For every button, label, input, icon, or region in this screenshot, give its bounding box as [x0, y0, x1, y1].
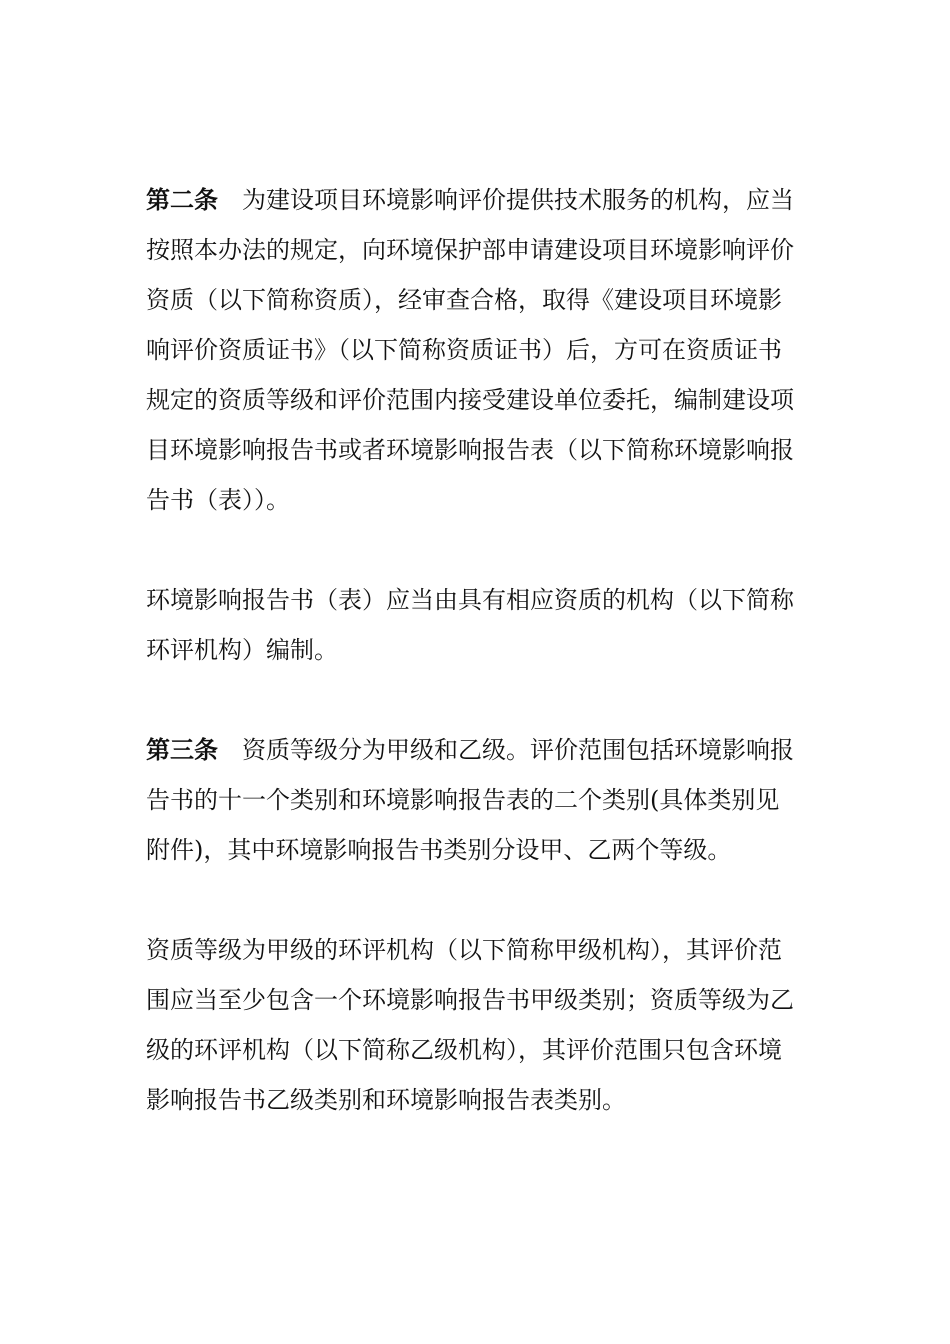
- paragraph-line: 按照本办法的规定，向环境保护部申请建设项目环境影响评价: [146, 236, 794, 264]
- paragraph-line: 环境影响报告书（表）应当由具有相应资质的机构（以下简称: [146, 586, 794, 614]
- article-3-sub-paragraph: [146, 925, 812, 1125]
- article-3-paragraph: [146, 725, 812, 875]
- paragraph-line: 规定的资质等级和评价范围内接受建设单位委托，编制建设项: [146, 386, 794, 414]
- paragraph-line: 影响报告书乙级类别和环境影响报告表类别。: [146, 1086, 626, 1114]
- paragraph-line: 级的环评机构（以下简称乙级机构），其评价范围只包含环境: [146, 1036, 782, 1064]
- article-label: 第二条: [146, 186, 218, 214]
- paragraph-line: 附件)，其中环境影响报告书类别分设甲、乙两个等级。: [146, 836, 732, 864]
- paragraph-line: 响评价资质证书》（以下简称资质证书）后，方可在资质证书: [146, 336, 782, 364]
- paragraph-line: 环评机构）编制。: [146, 636, 338, 664]
- paragraph-line: 围应当至少包含一个环境影响报告书甲级类别；资质等级为乙: [146, 986, 794, 1014]
- paragraph-line: 第三条 资质等级分为甲级和乙级。评价范围包括环境影响报: [146, 736, 794, 764]
- paragraph-line: 告书的十一个类别和环境影响报告表的二个类别(具体类别见: [146, 786, 780, 814]
- paragraph-line: 告书（表））。: [146, 486, 290, 514]
- paragraph-line: 资质等级为甲级的环评机构（以下简称甲级机构），其评价范: [146, 936, 782, 964]
- article-label: 第三条: [146, 736, 218, 764]
- article-2-paragraph: [146, 175, 812, 525]
- paragraph-line: 资质（以下简称资质），经审查合格，取得《建设项目环境影: [146, 286, 782, 314]
- article-2-sub-paragraph: [146, 575, 812, 675]
- paragraph-line: 第二条 为建设项目环境影响评价提供技术服务的机构，应当: [146, 186, 794, 214]
- paragraph-line: 目环境影响报告书或者环境影响报告表（以下简称环境影响报: [146, 436, 794, 464]
